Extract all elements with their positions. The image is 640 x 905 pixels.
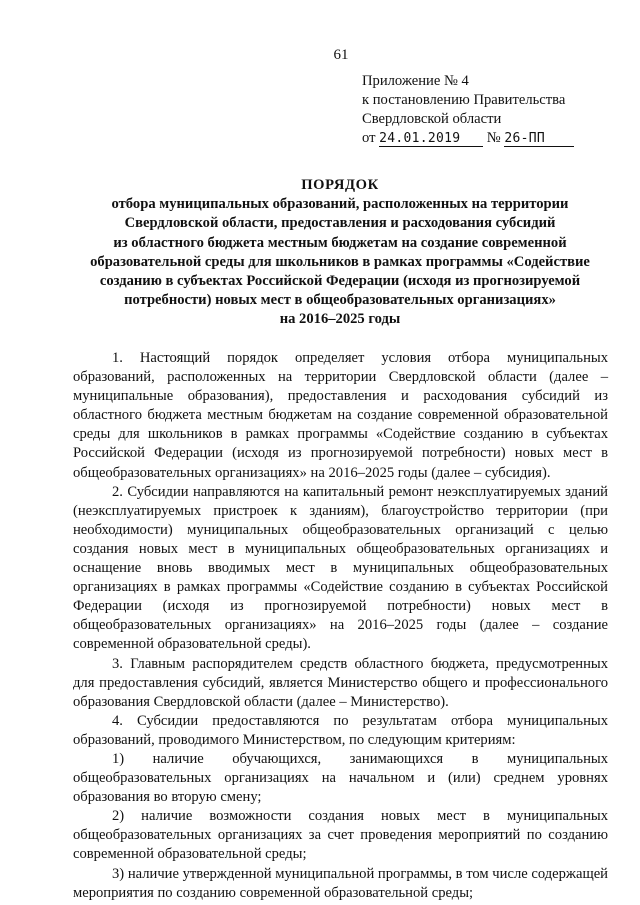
document-heading [80, 176, 600, 330]
date-prefix: от [362, 130, 376, 146]
document-title: ПОРЯДОК [301, 177, 379, 193]
criterion-1: 1) наличие обучающихся, занимающихся в муниципальных общеобразовательных организациях на начальном и (или) среднем уровнях образования во вторую смену; [73, 750, 608, 806]
criterion-2: 2) наличие возможности создания новых мест в муниципальных общеобразовательных организациях за счет проведения мероприятий по созданию современной образовательной среды; [73, 808, 608, 863]
resolution-number: 26-ПП [504, 131, 574, 147]
heading-line-6: потребности) новых мест в общеобразовательных организациях» [124, 292, 556, 309]
appendix-title: Приложение № 4 [362, 73, 469, 89]
appendix-date-line [362, 129, 574, 148]
paragraph-2: 2. Субсидии направляются на капитальный ремонт неэксплуатируемых зданий (неэксплуатируемых пристроек к зданиям), благоустройство территории (при необходимости) муниципальных общеобразовательных организаций с целью создания новых мест в муниципальных общеобразовательных организациях и оснащение вновь вводимых мест в муниципальных общеобразовательных организациях в рамках программы «Содействие созданию в субъектах Российской Федерации (исходя из прогнозируемой потребности) новых мест в общеобразовательных организациях» на 2016–2025 годы (далее – создание современной образовательной среды). [73, 483, 608, 653]
heading-line-7: на 2016–2025 годы [279, 311, 401, 328]
heading-line-2: Свердловской области, предоставления и расходования субсидий [124, 215, 556, 232]
appendix-resolution-line: к постановлению Правительства [362, 92, 566, 108]
number-prefix: № [486, 130, 501, 146]
page-number: 61 [333, 47, 349, 63]
resolution-date: 24.01.2019 [379, 131, 483, 147]
document-body [73, 349, 608, 903]
heading-line-3: из областного бюджета местным бюджетам на создание современной [113, 234, 567, 251]
paragraph-3: 3. Главным распорядителем средств областного бюджета, предусмотренных для предоставления субсидий, является Министерство общего и профессионального образования Свердловской области (далее – Министерство). [73, 655, 608, 710]
appendix-region-line: Свердловской области [362, 111, 502, 127]
criterion-3: 3) наличие утвержденной муниципальной программы, в том числе содержащей мероприятия по созданию современной образовательной среды; [73, 865, 608, 901]
heading-line-4: образовательной среды для школьников в рамках программы «Содействие [90, 253, 590, 270]
heading-line-5: созданию в субъектах Российской Федерации (исходя из прогнозируемой [99, 273, 581, 290]
heading-line-1: отбора муниципальных образований, расположенных на территории [111, 196, 569, 213]
appendix-block [362, 72, 574, 148]
paragraph-4: 4. Субсидии предоставляются по результатам отбора муниципальных образований, проводимого Министерством, по следующим критериям: [73, 712, 608, 748]
paragraph-1: 1. Настоящий порядок определяет условия отбора муниципальных образований, расположенных на территории Свердловской области (далее – муниципальные образования), предоставления и расходования субсидий из областного бюджета местным бюджетам на создание современной образовательной среды для школьников в рамках программы «Содействие созданию в субъектах Российской Федерации (исходя из прогнозируемой потребности) новых мест в общеобразовательных организациях» на 2016–2025 годы (далее – субсидия). [73, 350, 608, 481]
